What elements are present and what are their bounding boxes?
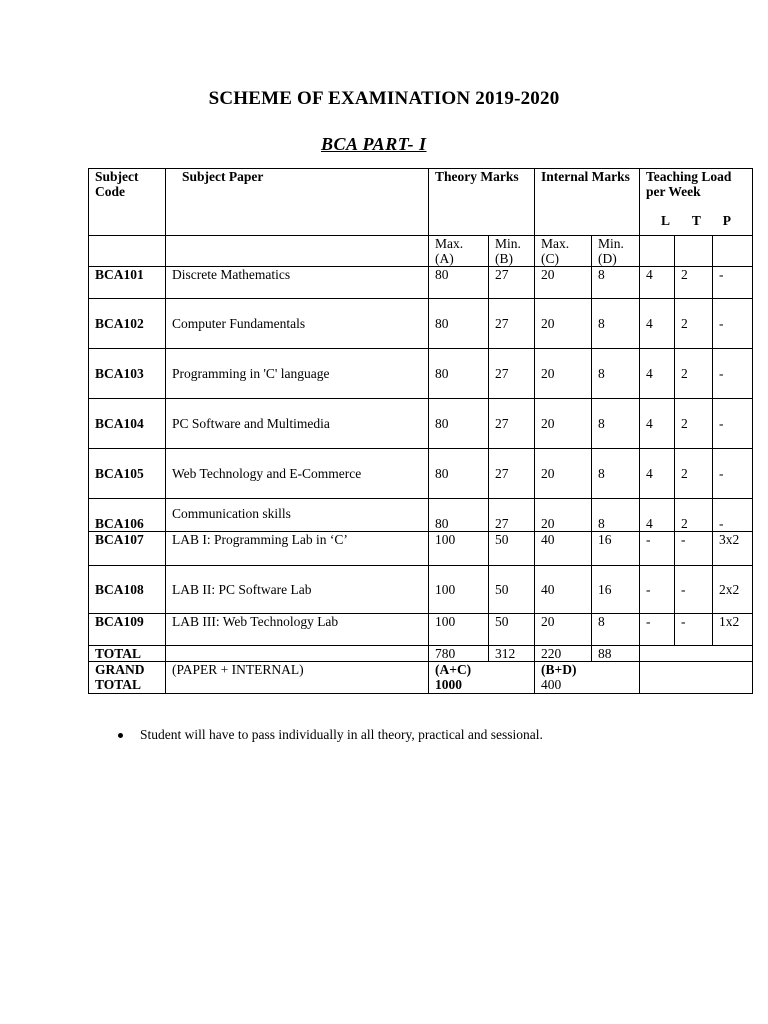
cell-paper: Programming in 'C' language xyxy=(166,349,429,399)
header-l: L xyxy=(660,213,670,228)
cell-theory-min: 27 xyxy=(489,449,535,499)
cell-internal-min: 16 xyxy=(592,532,640,566)
cell-internal-max: 40 xyxy=(535,566,592,614)
teaching-load-label: Teaching Load per Week xyxy=(646,169,732,199)
table-row xyxy=(89,267,753,299)
subheader-empty-code xyxy=(89,236,166,267)
cell-theory-max: 80 xyxy=(429,267,489,299)
note xyxy=(118,727,543,743)
cell-load-t: 2 xyxy=(675,349,713,399)
header-row xyxy=(89,169,753,236)
cell-load-t: - xyxy=(675,614,713,646)
total-empty-paper xyxy=(166,646,429,662)
grand-total-theory-value: 1000 xyxy=(435,677,462,692)
header-teaching-load xyxy=(640,169,753,236)
cell-theory-max: 100 xyxy=(429,566,489,614)
cell-paper: Computer Fundamentals xyxy=(166,299,429,349)
table-row xyxy=(89,614,753,646)
header-internal-marks: Internal Marks xyxy=(535,169,640,236)
subheader-empty-paper xyxy=(166,236,429,267)
cell-code: BCA104 xyxy=(89,399,166,449)
cell-load-p: - xyxy=(713,399,753,449)
cell-load-t: - xyxy=(675,532,713,566)
header-subject-code: Subject Code xyxy=(89,169,166,236)
cell-paper: LAB I: Programming Lab in ‘C’ xyxy=(166,532,429,566)
note-text: Student will have to pass individually in all theory, practical and sessional. xyxy=(140,727,543,742)
cell-load-t: - xyxy=(675,566,713,614)
cell-load-p: - xyxy=(713,349,753,399)
cell-paper: Web Technology and E-Commerce xyxy=(166,449,429,499)
cell-internal-max: 20 xyxy=(535,449,592,499)
grand-total-empty-load xyxy=(640,662,753,694)
table-row xyxy=(89,566,753,614)
grand-total-label: GRAND TOTAL xyxy=(89,662,166,694)
cell-theory-max: 80 xyxy=(429,349,489,399)
cell-theory-min: 27 xyxy=(489,267,535,299)
cell-internal-max: 20 xyxy=(535,499,592,532)
scheme-table xyxy=(88,168,753,694)
cell-theory-max: 100 xyxy=(429,532,489,566)
total-label: TOTAL xyxy=(89,646,166,662)
grand-total-theory-formula: (A+C) xyxy=(435,662,472,677)
cell-theory-min: 27 xyxy=(489,399,535,449)
cell-load-t: 2 xyxy=(675,299,713,349)
total-internal-min: 88 xyxy=(592,646,640,662)
total-row xyxy=(89,646,753,662)
cell-load-p: - xyxy=(713,449,753,499)
cell-load-l: - xyxy=(640,532,675,566)
subheader-internal-min: Min. (D) xyxy=(592,236,640,267)
header-theory-marks: Theory Marks xyxy=(429,169,535,236)
subheader-empty-t xyxy=(675,236,713,267)
subheader-theory-max: Max. (A) xyxy=(429,236,489,267)
scheme-table-body xyxy=(89,169,753,694)
cell-internal-min: 8 xyxy=(592,349,640,399)
cell-paper: Discrete Mathematics xyxy=(166,267,429,299)
table-row xyxy=(89,299,753,349)
cell-load-p: 3x2 xyxy=(713,532,753,566)
total-internal-max: 220 xyxy=(535,646,592,662)
cell-internal-max: 20 xyxy=(535,267,592,299)
cell-theory-max: 80 xyxy=(429,449,489,499)
cell-load-l: 4 xyxy=(640,349,675,399)
ltp-labels xyxy=(646,213,746,228)
cell-load-l: 4 xyxy=(640,399,675,449)
grand-total-internal-formula: (B+D) xyxy=(541,662,577,677)
table-row xyxy=(89,532,753,566)
cell-theory-max: 80 xyxy=(429,299,489,349)
cell-code: BCA109 xyxy=(89,614,166,646)
cell-internal-min: 8 xyxy=(592,299,640,349)
grand-total-row xyxy=(89,662,753,694)
cell-paper: PC Software and Multimedia xyxy=(166,399,429,449)
cell-load-l: 4 xyxy=(640,499,675,532)
cell-internal-min: 8 xyxy=(592,499,640,532)
table-row xyxy=(89,499,753,532)
cell-theory-min: 27 xyxy=(489,349,535,399)
grand-total-theory xyxy=(429,662,535,694)
cell-code: BCA102 xyxy=(89,299,166,349)
subheader-internal-max: Max. (C) xyxy=(535,236,592,267)
cell-load-p: - xyxy=(713,267,753,299)
cell-internal-min: 16 xyxy=(592,566,640,614)
cell-internal-max: 20 xyxy=(535,349,592,399)
grand-total-internal xyxy=(535,662,640,694)
document-subtitle: BCA PART- I xyxy=(321,134,427,154)
cell-code: BCA107 xyxy=(89,532,166,566)
cell-internal-min: 8 xyxy=(592,614,640,646)
subheader-theory-min: Min. (B) xyxy=(489,236,535,267)
cell-load-t: 2 xyxy=(675,399,713,449)
table-row xyxy=(89,399,753,449)
header-subject-paper: Subject Paper xyxy=(166,169,429,236)
total-theory-max: 780 xyxy=(429,646,489,662)
cell-load-p: 1x2 xyxy=(713,614,753,646)
grand-total-paper: (PAPER + INTERNAL) xyxy=(166,662,429,694)
cell-paper: LAB II: PC Software Lab xyxy=(166,566,429,614)
cell-load-l: 4 xyxy=(640,449,675,499)
cell-theory-min: 50 xyxy=(489,614,535,646)
cell-theory-max: 80 xyxy=(429,499,489,532)
cell-load-t: 2 xyxy=(675,267,713,299)
cell-theory-min: 27 xyxy=(489,499,535,532)
cell-internal-max: 20 xyxy=(535,614,592,646)
cell-load-t: 2 xyxy=(675,449,713,499)
header-p: P xyxy=(722,213,732,228)
cell-internal-min: 8 xyxy=(592,449,640,499)
cell-code: BCA108 xyxy=(89,566,166,614)
cell-internal-max: 20 xyxy=(535,299,592,349)
total-empty-load xyxy=(640,646,753,662)
cell-theory-min: 50 xyxy=(489,566,535,614)
cell-load-p: 2x2 xyxy=(713,566,753,614)
cell-theory-min: 50 xyxy=(489,532,535,566)
cell-paper: Communication skills xyxy=(166,499,429,532)
cell-load-p: - xyxy=(713,299,753,349)
document-title: SCHEME OF EXAMINATION 2019-2020 xyxy=(208,88,560,109)
grand-total-internal-value: 400 xyxy=(541,677,562,692)
table-row xyxy=(89,449,753,499)
cell-theory-min: 27 xyxy=(489,299,535,349)
cell-load-p: - xyxy=(713,499,753,532)
cell-theory-max: 80 xyxy=(429,399,489,449)
cell-load-l: 4 xyxy=(640,267,675,299)
total-theory-min: 312 xyxy=(489,646,535,662)
table-row xyxy=(89,349,753,399)
cell-load-l: 4 xyxy=(640,299,675,349)
subheader-row xyxy=(89,236,753,267)
cell-load-l: - xyxy=(640,566,675,614)
bullet-icon xyxy=(118,733,123,738)
cell-load-t: 2 xyxy=(675,499,713,532)
header-t: T xyxy=(691,213,701,228)
cell-code: BCA105 xyxy=(89,449,166,499)
subheader-empty-l xyxy=(640,236,675,267)
cell-load-l: - xyxy=(640,614,675,646)
cell-internal-max: 40 xyxy=(535,532,592,566)
cell-code: BCA103 xyxy=(89,349,166,399)
cell-theory-max: 100 xyxy=(429,614,489,646)
subheader-empty-p xyxy=(713,236,753,267)
cell-internal-max: 20 xyxy=(535,399,592,449)
cell-code: BCA106 xyxy=(89,499,166,532)
cell-internal-min: 8 xyxy=(592,267,640,299)
cell-internal-min: 8 xyxy=(592,399,640,449)
cell-code: BCA101 xyxy=(89,267,166,299)
cell-paper: LAB III: Web Technology Lab xyxy=(166,614,429,646)
